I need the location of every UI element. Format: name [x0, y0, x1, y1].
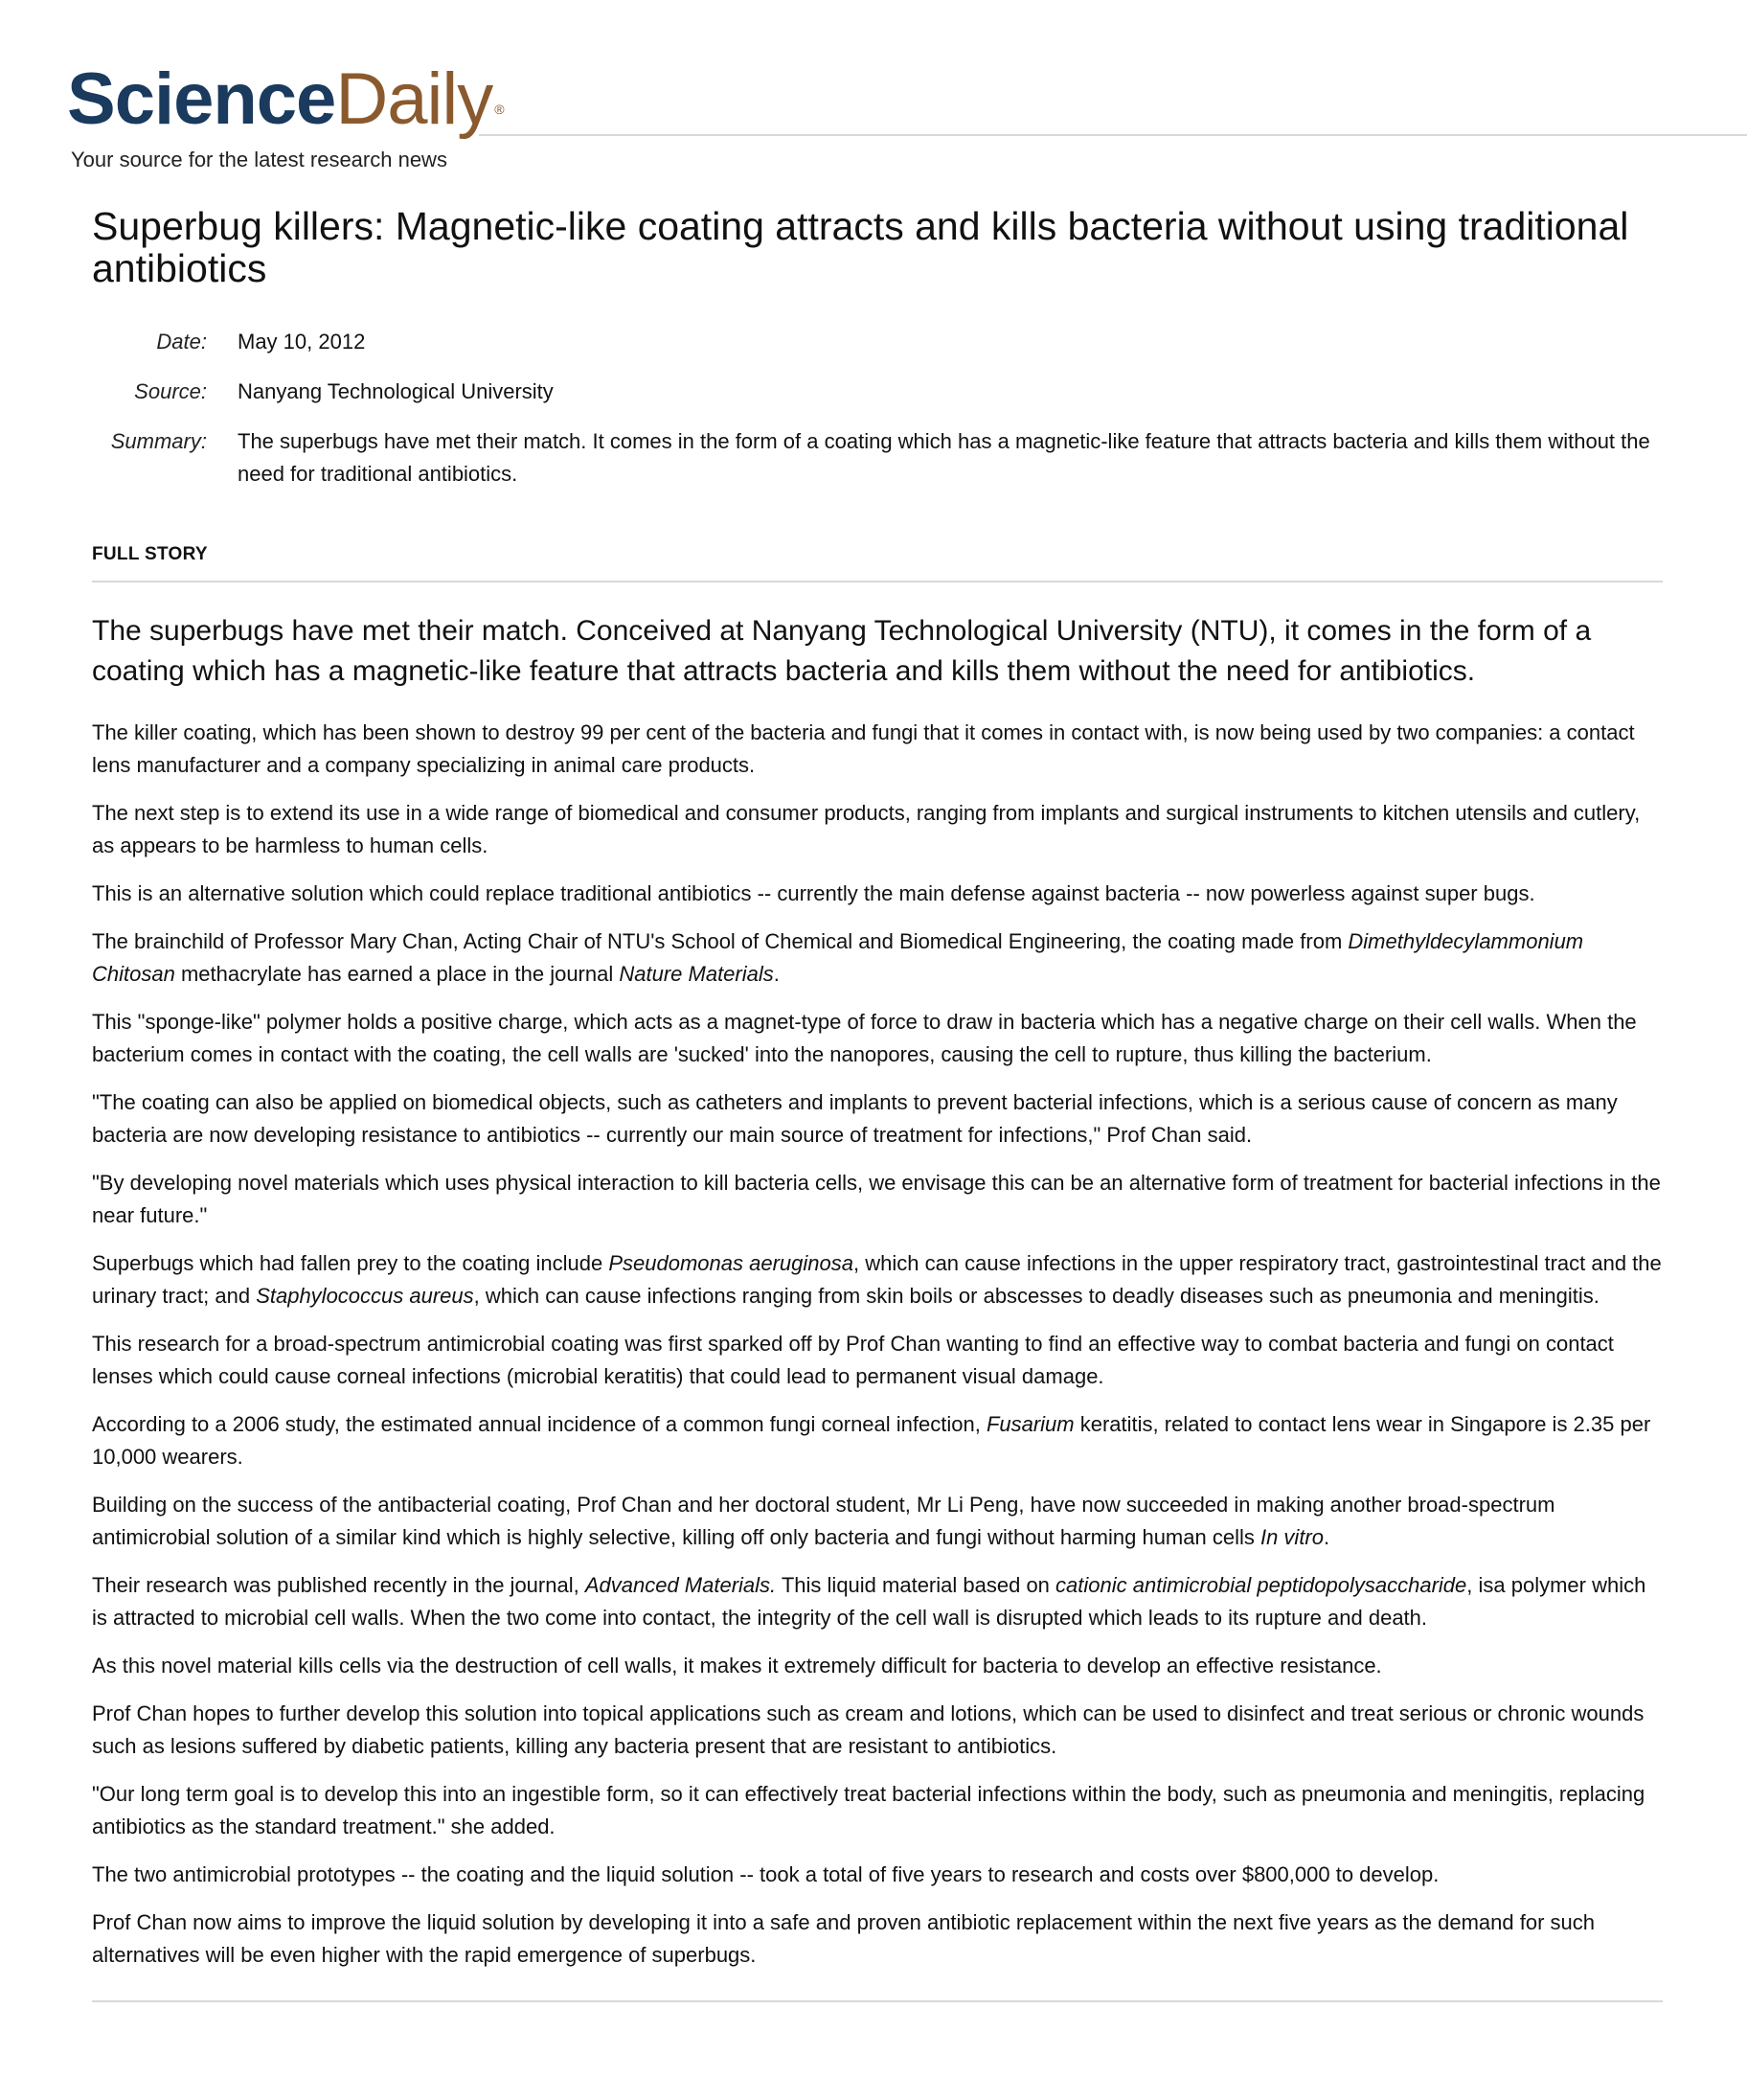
- paragraph-text: , which can cause infections ranging from skin boils or abscesses to deadly diseases such as pneumonia and meningitis.: [473, 1284, 1600, 1308]
- site-header: [67, 58, 1686, 171]
- italic-text: Pseudomonas aeruginosa: [608, 1251, 853, 1275]
- date-label: Date:: [156, 330, 207, 354]
- story-paragraph: [92, 1006, 1663, 1071]
- site-tagline: Your source for the latest research news: [71, 148, 447, 171]
- header-divider: [479, 134, 1747, 136]
- paragraph-text: .: [1324, 1525, 1330, 1549]
- paragraph-text: This research for a broad-spectrum antimicrobial coating was first sparked off by Prof Chan wanting to find an effective way to combat bacteria and fungi on contact lenses which could cause corneal infections (microbial keratitis) that could lead to permanent visual damage.: [92, 1332, 1614, 1388]
- paragraph-text: "By developing novel materials which uses physical interaction to kill bacteria cells, we envisage this can be an alternative form of treatment for bacterial infections in the near future.": [92, 1171, 1661, 1227]
- italic-text: Nature Materials: [619, 962, 774, 986]
- italic-text: Dimethyldecylammonium Chitosan: [92, 929, 1584, 986]
- paragraph-text: , which can cause infections in the upper respiratory tract, gastrointestinal tract and the urinary tract; and: [92, 1251, 1662, 1308]
- article: [92, 205, 1663, 2002]
- story-paragraph: [92, 1698, 1663, 1763]
- registered-mark: ®: [494, 102, 504, 117]
- paragraph-text: The brainchild of Professor Mary Chan, Acting Chair of NTU's School of Chemical and Biomedical Engineering, the coating made from: [92, 929, 1349, 953]
- story-paragraph: [92, 1247, 1663, 1312]
- paragraph-text: Prof Chan hopes to further develop this solution into topical applications such as cream and lotions, which can be used to disinfect and treat serious or chronic wounds such as lesions suffered by diabetic patients, killing any bacteria present that are resistant to antibiotics.: [92, 1701, 1645, 1758]
- paragraph-text: Prof Chan now aims to improve the liquid solution by developing it into a safe and proven antibiotic replacement within the next five years as the demand for such alternatives will be even higher with the rapid emergence of superbugs.: [92, 1910, 1595, 1967]
- logo-science-text: Science: [67, 58, 336, 140]
- paragraph-text: This is an alternative solution which could replace traditional antibiotics -- currently the main defense against bacteria -- now powerless against super bugs.: [92, 881, 1535, 905]
- source-label: Source:: [134, 379, 207, 403]
- paragraph-text: According to a 2006 study, the estimated annual incidence of a common fungi corneal infection,: [92, 1412, 987, 1436]
- paragraph-text: The next step is to extend its use in a wide range of biomedical and consumer products, ranging from implants and surgical instruments to kitchen utensils and cutlery, as appears to be harmless to human cells.: [92, 801, 1641, 857]
- paragraph-text: The two antimicrobial prototypes -- the coating and the liquid solution -- took a total of five years to research and costs over $800,000 to develop.: [92, 1862, 1440, 1886]
- italic-text: cationic antimicrobial peptidopolysaccharide: [1055, 1573, 1467, 1597]
- article-lead: The superbugs have met their match. Conceived at Nanyang Technological University (NTU), it comes in the form of a coating which has a magnetic-like feature that attracts bacteria and kills them without the need for antibiotics.: [92, 615, 1592, 687]
- footer-divider: [92, 2000, 1663, 2002]
- sciencedaily-logo[interactable]: [67, 58, 504, 140]
- story-body: [92, 717, 1663, 1972]
- story-paragraph: [92, 1859, 1663, 1891]
- italic-text: In vitro: [1259, 1525, 1324, 1549]
- paragraph-text: Superbugs which had fallen prey to the coating include: [92, 1251, 609, 1275]
- paragraph-text: This liquid material based on: [776, 1573, 1056, 1597]
- summary-label: Summary:: [110, 429, 207, 453]
- paragraph-text: , isa polymer which is attracted to microbial cell walls. When the two come into contact, the integrity of the cell wall is disrupted which leads to its rupture and death.: [92, 1573, 1646, 1630]
- story-paragraph: [92, 717, 1663, 782]
- story-paragraph: [92, 878, 1663, 910]
- story-paragraph: [92, 1408, 1663, 1473]
- story-paragraph: [92, 1778, 1663, 1843]
- story-paragraph: [92, 925, 1663, 991]
- story-paragraph: [92, 1328, 1663, 1393]
- story-paragraph: [92, 1569, 1663, 1634]
- paragraph-text: "The coating can also be applied on biomedical objects, such as catheters and implants to prevent bacterial infections, which is a serious cause of concern as many bacteria are now developing resistance to antibiotics -- currently our main source of treatment for infections," Prof Chan said.: [92, 1090, 1618, 1147]
- full-story-heading: FULL STORY: [92, 544, 1663, 582]
- logo-daily-text: Daily: [335, 58, 493, 140]
- paragraph-text: .: [773, 962, 780, 986]
- paragraph-text: The killer coating, which has been shown to destroy 99 per cent of the bacteria and fungi that it comes in contact with, is now being used by two companies: a contact lens manufacturer and a company specializing in animal care products.: [92, 720, 1635, 777]
- paragraph-text: "Our long term goal is to develop this into an ingestible form, so it can effectively treat bacterial infections within the body, such as pneumonia and meningitis, replacing antibiotics as the standard treatment." she added.: [92, 1782, 1645, 1838]
- story-paragraph: [92, 1650, 1663, 1682]
- source-value: Nanyang Technological University: [238, 379, 554, 403]
- story-paragraph: [92, 1489, 1663, 1554]
- paragraph-text: Building on the success of the antibacterial coating, Prof Chan and her doctoral student, Mr Li Peng, have now succeeded in making another broad-spectrum antimicrobial solution of a similar kind which is highly selective, killing off only bacteria and fungi without harming human cells: [92, 1493, 1555, 1549]
- story-paragraph: [92, 1167, 1663, 1232]
- story-paragraph: [92, 1086, 1663, 1152]
- story-paragraph: [92, 797, 1663, 862]
- paragraph-text: This "sponge-like" polymer holds a positive charge, which acts as a magnet-type of force to draw in bacteria which has a negative charge on their cell walls. When the bacterium comes in contact with the coating, the cell walls are 'sucked' into the nanopores, causing the cell to rupture, thus killing the bacterium.: [92, 1010, 1637, 1066]
- summary-value: The superbugs have met their match. It comes in the form of a coating which has a magnetic-like feature that attracts bacteria and kills them without the need for traditional antibiotics.: [238, 429, 1650, 486]
- article-meta: [92, 326, 1663, 491]
- italic-text: Staphylococcus aureus: [256, 1284, 474, 1308]
- date-value: May 10, 2012: [238, 330, 366, 354]
- paragraph-text: keratitis, related to contact lens wear in Singapore is 2.35 per 10,000 wearers.: [92, 1412, 1651, 1469]
- paragraph-text: methacrylate has earned a place in the journal: [174, 962, 620, 986]
- italic-text: Advanced Materials.: [584, 1573, 777, 1597]
- paragraph-text: Their research was published recently in the journal,: [92, 1573, 585, 1597]
- paragraph-text: As this novel material kills cells via the destruction of cell walls, it makes it extremely difficult for bacteria to develop an effective resistance.: [92, 1654, 1382, 1678]
- italic-text: Fusarium: [986, 1412, 1075, 1436]
- article-title: Superbug killers: Magnetic-like coating attracts and kills bacteria without using traditional antibiotics: [92, 204, 1629, 290]
- story-paragraph: [92, 1906, 1663, 1972]
